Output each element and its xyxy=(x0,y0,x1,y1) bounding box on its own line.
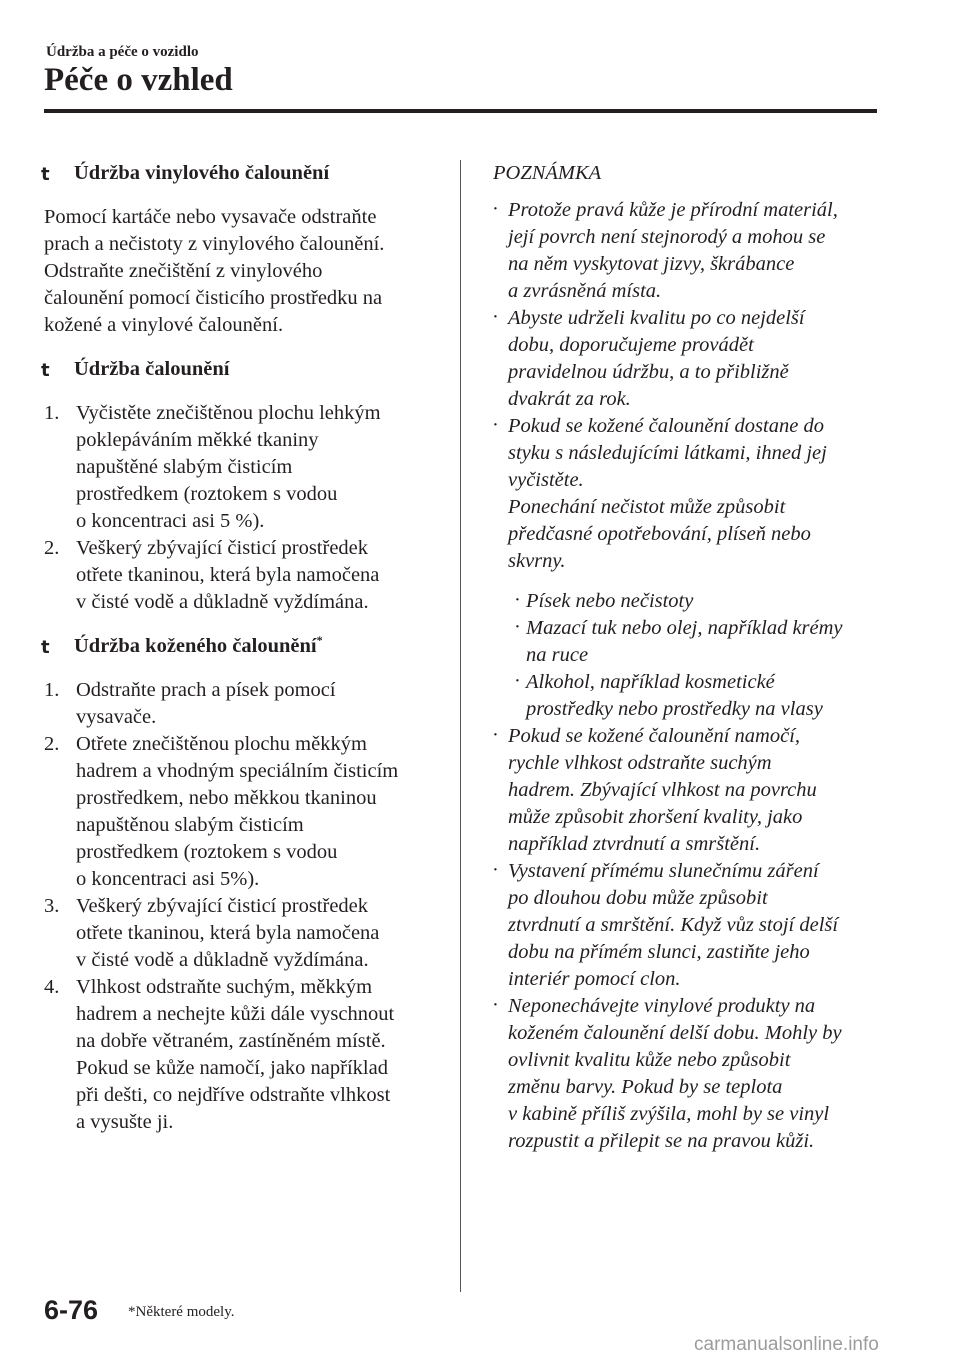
text-line: hadrem a nechejte kůži dále vyschnout xyxy=(76,1003,395,1025)
upholstery-heading xyxy=(41,356,444,383)
text-line: hadrem a vhodným speciálním čisticím xyxy=(76,760,399,782)
note-heading: POZNÁMKA xyxy=(493,162,602,184)
text-line: dobu, doporučujeme provádět xyxy=(508,334,754,356)
text-line: Alkohol, například kosmetické xyxy=(526,671,775,693)
text-line: koženém čalounění delší dobu. Mohly by xyxy=(508,1022,842,1044)
text-line: po dlouhou dobu může způsobit xyxy=(508,887,768,909)
text-line: o koncentraci asi 5%). xyxy=(76,868,260,890)
section-marker-icon: t xyxy=(41,164,50,185)
text-line: prostředky nebo prostředky na vlasy xyxy=(526,698,823,720)
page-number: 6-76 xyxy=(44,1295,99,1325)
text-line: otřete tkaninou, která byla namočena xyxy=(76,564,380,586)
vinyl-paragraph xyxy=(44,204,444,339)
leather-steps xyxy=(44,677,444,1136)
text-line: na něm vyskytovat jizvy, škrábance xyxy=(508,253,795,275)
text-line: prach a nečistoty z vinylového čalounění. xyxy=(44,233,385,255)
text-line: hadrem. Zbývající vlhkost na povrchu xyxy=(508,779,817,801)
note-column xyxy=(486,160,886,1155)
step-item xyxy=(44,974,444,1136)
text-line: napuštěné slabým čisticím xyxy=(76,456,293,478)
bullet-icon: · xyxy=(514,589,521,611)
text-line: poklepáváním měkké tkaniny xyxy=(76,429,319,451)
text-line: na ruce xyxy=(526,644,589,666)
text-line: Vyčistěte znečištěnou plochu lehkým xyxy=(76,402,381,424)
text-line: Abyste udrželi kvalitu po co nejdelší xyxy=(508,307,805,329)
vinyl-heading xyxy=(41,160,444,187)
text-line: skvrny. xyxy=(508,550,566,572)
text-line: Odstraňte znečištění z vinylového xyxy=(44,260,323,282)
leather-heading xyxy=(41,633,444,660)
step-number: 4. xyxy=(44,976,60,998)
header-rule xyxy=(44,109,877,113)
bullet-icon: · xyxy=(492,306,499,328)
step-number: 1. xyxy=(44,402,60,424)
text-line: a zvrásněná místa. xyxy=(508,280,662,302)
upholstery-heading-text: Údržba čalounění xyxy=(74,358,230,380)
text-line: prostředkem (roztokem s vodou xyxy=(76,841,338,863)
text-line: Otřete znečištěnou plochu měkkým xyxy=(76,733,367,755)
text-line: Pokud se kožené čalounění dostane do xyxy=(508,415,824,437)
page-title: Péče o vzhled xyxy=(44,62,233,98)
text-line: Mazací tuk nebo olej, například krémy xyxy=(526,617,843,639)
text-line: dobu na přímém slunci, zastiňte jeho xyxy=(508,941,810,963)
note-item xyxy=(486,993,886,1155)
text-line: styku s následujícími látkami, ihned jej xyxy=(508,442,827,464)
bullet-icon: · xyxy=(492,994,499,1016)
note-sublist xyxy=(508,588,886,723)
step-item xyxy=(44,400,444,535)
bullet-icon: · xyxy=(492,198,499,220)
text-line: Odstraňte prach a písek pomocí xyxy=(76,679,336,701)
bullet-icon: · xyxy=(514,670,521,692)
text-line: vysavače. xyxy=(76,706,157,728)
note-item xyxy=(486,858,886,993)
bullet-icon: · xyxy=(492,859,499,881)
text-line: čalounění pomocí čisticího prostředku na xyxy=(44,287,383,309)
section-label: Údržba a péče o vozidlo xyxy=(46,44,199,60)
text-line: kožené a vinylové čalounění. xyxy=(44,314,284,336)
text-line: rychle vlhkost odstraňte suchým xyxy=(508,752,772,774)
section-marker-icon: t xyxy=(41,360,50,381)
text-line: prostředkem (roztokem s vodou xyxy=(76,483,338,505)
text-line: změnu barvy. Pokud by se teplota xyxy=(508,1076,783,1098)
text-line: v čisté vodě a důkladně vyždímána. xyxy=(76,591,369,613)
note-item xyxy=(486,723,886,858)
text-line: Vystavení přímému slunečnímu záření xyxy=(508,860,819,882)
text-line: rozpustit a přilepit se na pravou kůži. xyxy=(508,1130,815,1152)
step-number: 2. xyxy=(44,537,60,559)
text-line: o koncentraci asi 5 %). xyxy=(76,510,265,532)
text-line: napuštěnou slabým čisticím xyxy=(76,814,304,836)
footnote: *Některé modely. xyxy=(128,1304,235,1320)
note-subitem xyxy=(508,588,886,615)
watermark: carmanualsonline.info xyxy=(694,1334,879,1355)
bullet-icon: · xyxy=(514,616,521,638)
column-divider xyxy=(460,160,461,1292)
leather-heading-text: Údržba koženého čalounění xyxy=(74,635,317,657)
note-item xyxy=(486,197,886,305)
text-line: Písek nebo nečistoty xyxy=(526,590,694,612)
text-line: otřete tkaninou, která byla namočena xyxy=(76,922,380,944)
asterisk-mark: * xyxy=(316,633,323,648)
text-line: dvakrát za rok. xyxy=(508,388,631,410)
text-line: v čisté vodě a důkladně vyždímána. xyxy=(76,949,369,971)
step-number: 3. xyxy=(44,895,60,917)
text-line: Neponechávejte vinylové produkty na xyxy=(508,995,816,1017)
left-column xyxy=(41,160,444,1136)
step-item xyxy=(44,677,444,731)
text-line: na dobře větraném, zastíněném místě. xyxy=(76,1030,386,1052)
vinyl-heading-text: Údržba vinylového čalounění xyxy=(74,162,330,184)
text-line: Pomocí kartáče nebo vysavače odstraňte xyxy=(44,206,377,228)
text-line: interiér pomocí clon. xyxy=(508,968,681,990)
text-line: pravidelnou údržbu, a to přibližně xyxy=(508,361,789,383)
text-line: ovlivnit kvalitu kůže nebo způsobit xyxy=(508,1049,791,1071)
text-line: Pokud se kožené čalounění namočí, xyxy=(508,725,801,747)
text-line: při dešti, co nejdříve odstraňte vlhkost xyxy=(76,1084,391,1106)
text-line: Ponechání nečistot může způsobit xyxy=(508,496,786,518)
note-item xyxy=(486,413,886,723)
text-line: Pokud se kůže namočí, jako například xyxy=(76,1057,388,1079)
text-line: prostředkem, nebo měkkou tkaninou xyxy=(76,787,377,809)
section-marker-icon: t xyxy=(41,637,50,658)
text-line: v kabině příliš zvýšila, mohl by se vinyl xyxy=(508,1103,830,1125)
text-line: Protože pravá kůže je přírodní materiál, xyxy=(508,199,838,221)
note-subitem xyxy=(508,615,886,669)
bullet-icon: · xyxy=(492,724,499,746)
step-item xyxy=(44,893,444,974)
upholstery-steps xyxy=(44,400,444,616)
text-line: Veškerý zbývající čisticí prostředek xyxy=(76,537,369,559)
bullet-icon: · xyxy=(492,414,499,436)
step-number: 2. xyxy=(44,733,60,755)
note-item xyxy=(486,305,886,413)
step-item xyxy=(44,535,444,616)
text-line: Vlhkost odstraňte suchým, měkkým xyxy=(76,976,373,998)
text-line: předčasné opotřebování, plíseň nebo xyxy=(508,523,811,545)
note-list xyxy=(486,197,886,1155)
note-subitem xyxy=(508,669,886,723)
step-item xyxy=(44,731,444,893)
text-line: může způsobit zhoršení kvality, jako xyxy=(508,806,803,828)
text-line: Veškerý zbývající čisticí prostředek xyxy=(76,895,369,917)
text-line: a vysušte ji. xyxy=(76,1111,174,1133)
step-number: 1. xyxy=(44,679,60,701)
text-line: například ztvrdnutí a smrštění. xyxy=(508,833,761,855)
text-line: ztvrdnutí a smrštění. Když vůz stojí delší xyxy=(508,914,839,936)
text-line: vyčistěte. xyxy=(508,469,584,491)
text-line: její povrch není stejnorodý a mohou se xyxy=(508,226,826,248)
